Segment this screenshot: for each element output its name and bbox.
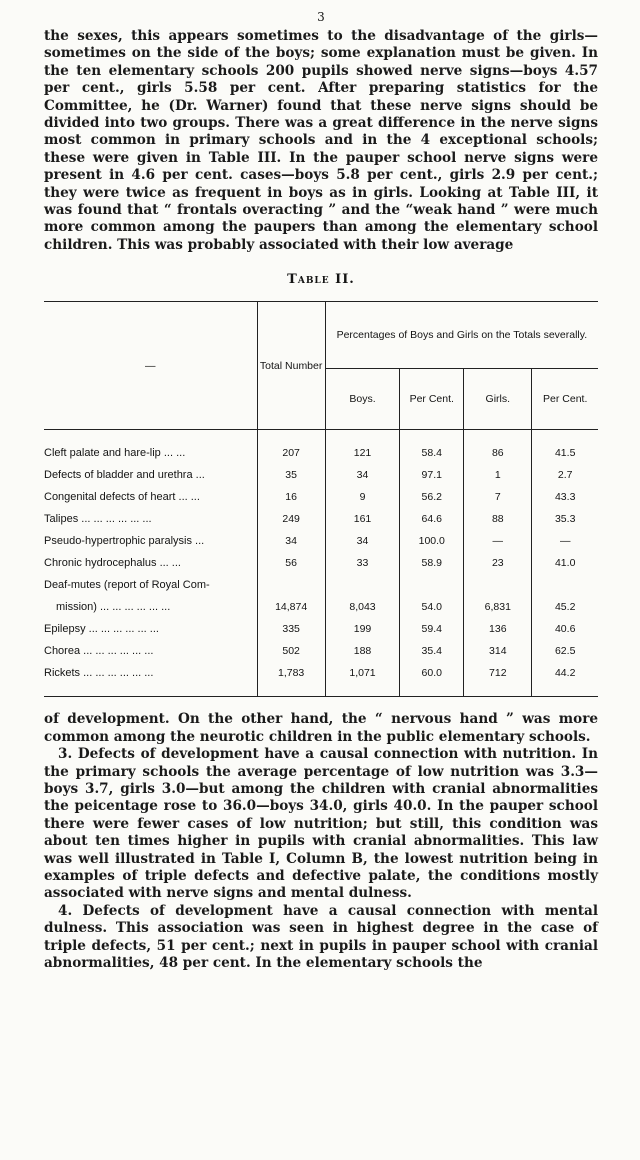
row-boys: 34 [325, 464, 400, 486]
header-girls-per-cent: Per Cent. [532, 369, 598, 430]
row-total: 502 [257, 640, 325, 662]
document-page [44, 6, 598, 972]
row-girls: 86 [464, 430, 532, 465]
row-girls-pct: 40.6 [532, 618, 598, 640]
row-girls [464, 574, 532, 596]
row-girls: 23 [464, 552, 532, 574]
table-row [44, 596, 598, 618]
row-label: Cleft palate and hare-lip ... ... [44, 447, 186, 460]
row-label: Chronic hydrocephalus ... ... [44, 557, 181, 570]
header-boys: Boys. [325, 369, 400, 430]
row-label: Deaf-mutes (report of Royal Com- [44, 579, 210, 592]
row-label: Epilepsy ... ... ... ... ... ... [44, 623, 159, 636]
row-boys: 8,043 [325, 596, 400, 618]
row-boys-pct: 58.4 [400, 430, 464, 465]
row-boys-pct: 97.1 [400, 464, 464, 486]
header-total-number: Total Number [257, 302, 325, 430]
row-girls-pct: — [532, 530, 598, 552]
row-girls: 7 [464, 486, 532, 508]
row-girls: 6,831 [464, 596, 532, 618]
row-girls-pct: 35.3 [532, 508, 598, 530]
table-row [44, 464, 598, 486]
header-corner: — [44, 302, 257, 430]
row-boys-pct: 100.0 [400, 530, 464, 552]
row-total: 34 [257, 530, 325, 552]
row-total [257, 574, 325, 596]
row-boys: 188 [325, 640, 400, 662]
row-label: Congenital defects of heart ... ... [44, 491, 200, 504]
table-row [44, 640, 598, 662]
paragraph-continue: of development. On the other hand, the “ nervous hand ” was more common among the neurotic children in the public elementary schools. [44, 711, 598, 745]
row-girls: 88 [464, 508, 532, 530]
row-label: Chorea ... ... ... ... ... ... [44, 645, 154, 658]
row-total: 1,783 [257, 662, 325, 697]
row-boys-pct: 54.0 [400, 596, 464, 618]
row-girls-pct: 62.5 [532, 640, 598, 662]
row-total: 14,874 [257, 596, 325, 618]
header-percentages-group: Percentages of Boys and Girls on the Totals severally. [325, 302, 598, 369]
table-row [44, 574, 598, 596]
row-boys-pct: 64.6 [400, 508, 464, 530]
table-row [44, 618, 598, 640]
table-title: Table II. [287, 272, 355, 288]
table-row [44, 662, 598, 697]
row-label: Defects of bladder and urethra ... [44, 469, 205, 482]
row-girls: 136 [464, 618, 532, 640]
row-boys: 9 [325, 486, 400, 508]
row-girls: 712 [464, 662, 532, 697]
row-label: mission) ... ... ... ... ... ... [56, 601, 171, 614]
table-row [44, 430, 598, 465]
table-ii [44, 301, 598, 697]
row-total: 16 [257, 486, 325, 508]
row-girls: 1 [464, 464, 532, 486]
row-girls-pct: 2.7 [532, 464, 598, 486]
row-boys-pct: 58.9 [400, 552, 464, 574]
row-boys: 1,071 [325, 662, 400, 697]
header-girls: Girls. [464, 369, 532, 430]
row-girls-pct: 43.3 [532, 486, 598, 508]
table-row [44, 552, 598, 574]
table-row [44, 530, 598, 552]
row-total: 207 [257, 430, 325, 465]
row-girls: 314 [464, 640, 532, 662]
row-label: Rickets ... ... ... ... ... ... [44, 662, 257, 697]
paragraph-4: 4. Defects of development have a causal connection with mental dulness. This association was seen in highest degree in the case of triple defects, 51 per cent.; next in pupils in pauper school with cranial abnormalities, 48 per cent. In the elementary schools the [44, 902, 598, 971]
header-boys-per-cent: Per Cent. [400, 369, 464, 430]
row-boys-pct: 59.4 [400, 618, 464, 640]
row-total: 35 [257, 464, 325, 486]
row-total: 56 [257, 552, 325, 574]
row-boys-pct [400, 574, 464, 596]
row-boys-pct: 56.2 [400, 486, 464, 508]
page-number: 3 [317, 10, 325, 24]
row-girls: — [464, 530, 532, 552]
row-girls-pct: 44.2 [532, 662, 598, 697]
row-boys: 121 [325, 430, 400, 465]
row-girls-pct: 41.5 [532, 430, 598, 465]
row-total: 335 [257, 618, 325, 640]
row-boys: 161 [325, 508, 400, 530]
row-boys-pct: 35.4 [400, 640, 464, 662]
row-girls-pct: 45.2 [532, 596, 598, 618]
paragraph-3: 3. Defects of development have a causal connection with nutrition. In the primary schools the average percentage of low nutrition was 3.3—boys 3.7, girls 3.0—but among the children with cranial abnormalities the peicentage rose to 36.0—boys 34.0, girls 40.0. In the pauper school there were fewer cases of low nutrition; but still, this condition was about ten times higher in pupils with cranial abnormalities. This law was well illustrated in Table I, Column B, the lowest nutrition being in examples of triple defects and defective palate, the conditions mostly associated with nerve signs and mental dulness. [44, 746, 598, 902]
paragraph-top: the sexes, this appears sometimes to the disadvantage of the girls—sometimes on the side of the boys; some explanation must be given. In the ten elementary schools 200 pupils showed nerve signs—boys 4.57 per cent., girls 5.58 per cent. After preparing statistics for the Committee, he (Dr. Warner) found that these nerve signs should be divided into two groups. There was a great difference in the nerve signs most common in primary schools and in the 4 exceptional schools; these were given in Table III. In the pauper school nerve signs were present in 4.6 per cent. cases—boys 5.8 per cent., girls 2.9 per cent.; they were twice as frequent in boys as in girls. Looking at Table III, it was found that “ frontals overacting ” and the “weak hand ” were much more common among the paupers than among the elementary school children. This was probably associated with their low average [44, 28, 598, 253]
row-total: 249 [257, 508, 325, 530]
row-boys: 34 [325, 530, 400, 552]
row-boys: 199 [325, 618, 400, 640]
table-row [44, 486, 598, 508]
row-boys: 33 [325, 552, 400, 574]
row-label: Talipes ... ... ... ... ... ... [44, 513, 152, 526]
row-girls-pct [532, 574, 598, 596]
table-row [44, 508, 598, 530]
row-label: Pseudo-hypertrophic paralysis ... [44, 535, 205, 548]
row-girls-pct: 41.0 [532, 552, 598, 574]
row-boys [325, 574, 400, 596]
row-boys-pct: 60.0 [400, 662, 464, 697]
